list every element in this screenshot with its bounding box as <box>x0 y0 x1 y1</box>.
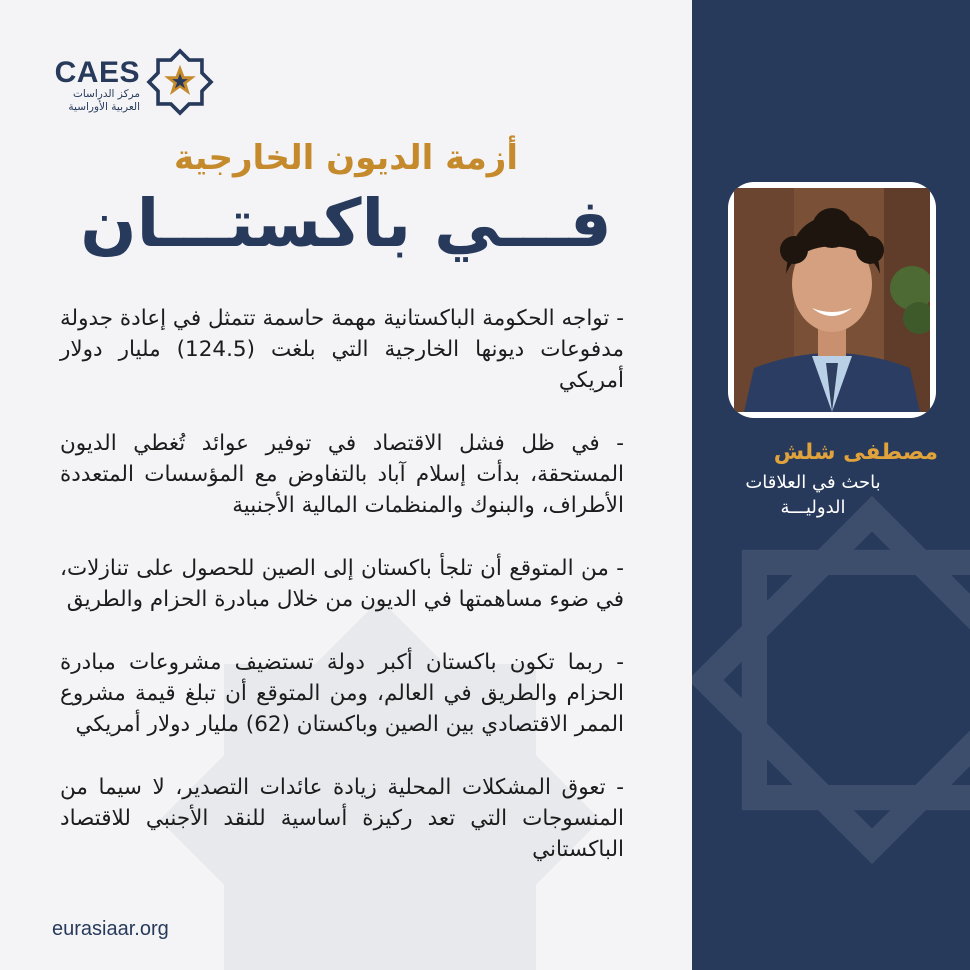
title-line-2: فـــي باكستـــان <box>80 185 612 262</box>
author-name: مصطفى شلش <box>773 440 938 465</box>
author-role-line1: باحث في العلاقات <box>745 472 881 493</box>
logo-arabic-line2: العربية الأوراسية <box>68 101 140 113</box>
title-line-1: أزمة الديون الخارجية <box>173 138 518 178</box>
body-text <box>60 303 624 897</box>
author-role-line2: الدوليـــة <box>780 497 846 518</box>
website-url: eurasiaar.org <box>52 918 169 940</box>
background-star-pattern <box>692 470 970 890</box>
author-portrait <box>734 188 930 412</box>
paragraph-4: - ربما تكون باكستان أكبر دولة تستضيف مشروعات مبادرة الحزام والطريق في العالم، ومن المتوقع أن تبلغ قيمة مشروع الممر الاقتصادي بين الصين وباكستان (62) مليار دولار أمريكي <box>60 650 624 737</box>
logo-text <box>52 58 140 114</box>
star-logo-icon <box>144 46 216 118</box>
author-role <box>700 470 926 520</box>
paragraph-2: - في ظل فشل الاقتصاد في توفير عوائد تُغطي الديون المستحقة، بدأت إسلام آباد بالتفاوض مع المؤسسات المتعددة الأطراف، والبنوك والمنظمات المالية الأجنبية <box>60 431 624 518</box>
paragraph-1: - تواجه الحكومة الباكستانية مهمة حاسمة تتمثل في إعادة جدولة مدفوعات ديونها الخارجية التي بلغت (124.5) مليار دولار أمريكي <box>60 306 624 393</box>
paragraph-3: - من المتوقع أن تلجأ باكستان إلى الصين للحصول على تنازلات، في ضوء مساهمتها في الديون من خلال مبادرة الحزام والطريق <box>60 556 624 612</box>
logo-arabic-line1: مركز الدراسات <box>72 88 140 100</box>
author-photo-frame <box>728 182 936 418</box>
logo-acronym: CAES <box>54 56 140 89</box>
paragraph-5: - تعوق المشكلات المحلية زيادة عائدات التصدير، لا سيما من المنسوجات التي تعد ركيزة أساسية للنقد الأجنبي للاقتصاد الباكستاني <box>60 775 624 862</box>
caes-logo <box>52 46 222 118</box>
